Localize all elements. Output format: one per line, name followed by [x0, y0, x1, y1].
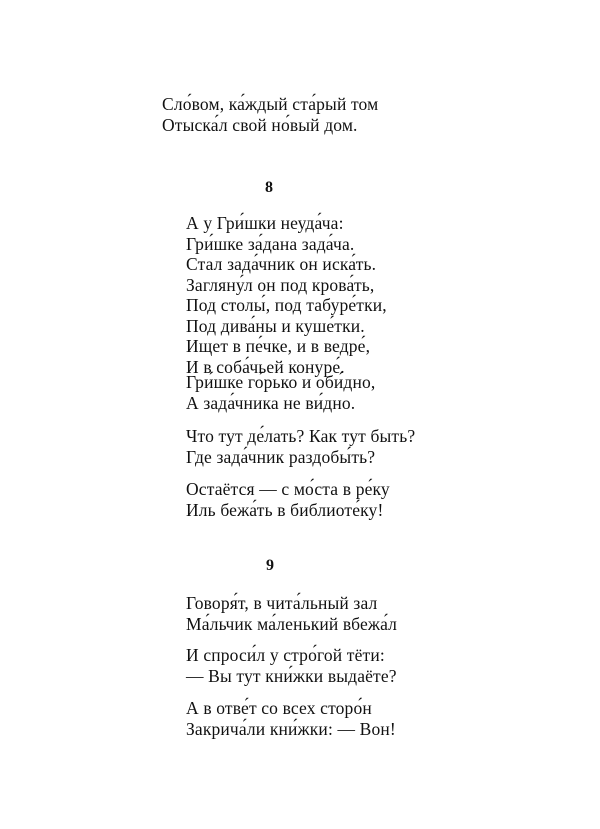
section-number: 9	[266, 557, 274, 574]
verse-line: Отыска́л свой но́вый дом.	[162, 115, 358, 135]
verse-line: Загляну́л он под крова́ть,	[186, 275, 375, 295]
verse-line: А зада́чника не ви́дно.	[186, 393, 356, 413]
verse-line: Под дива́ны и куше́тки.	[186, 316, 365, 336]
verse-line: А в отве́т со всех сторо́н	[186, 698, 372, 718]
verse-line: Закрича́ли кни́жки: — Вон!	[186, 719, 396, 739]
verse-line: Иль бежа́ть в библиоте́ку!	[186, 500, 384, 520]
verse-line: Говоря́т, в чита́льный зал	[186, 593, 378, 613]
verse-line: А у Гри́шки неуда́ча:	[186, 213, 344, 233]
verse-line: Под столы́, под табуре́тки,	[186, 295, 387, 315]
verse-line: И в соба́чьей конуре́.	[186, 357, 345, 377]
section-number: 8	[265, 179, 273, 196]
verse-line: Гри́шке го́рько и оби́дно,	[186, 372, 376, 392]
verse-line: И спроси́л у стро́гой тёти:	[186, 645, 385, 665]
verse-line: Стал зада́чник он иска́ть.	[186, 254, 377, 274]
verse-line: Гри́шке за́дана зада́ча.	[186, 234, 355, 254]
verse-line: Ищет в пе́чке, и в ведре́,	[186, 336, 371, 356]
verse-line: Где зада́чник раздобы́ть?	[186, 447, 376, 467]
verse-line: — Вы тут кни́жки выдаёте?	[186, 666, 397, 686]
verse-line: Что тут де́лать? Как тут быть?	[186, 426, 416, 446]
verse-line: Ма́льчик ма́ленький вбежа́л	[186, 614, 398, 634]
verse-line: Сло́вом, ка́ждый ста́рый том	[162, 94, 379, 114]
verse-line: Остаётся — с мо́ста в ре́ку	[186, 479, 390, 499]
